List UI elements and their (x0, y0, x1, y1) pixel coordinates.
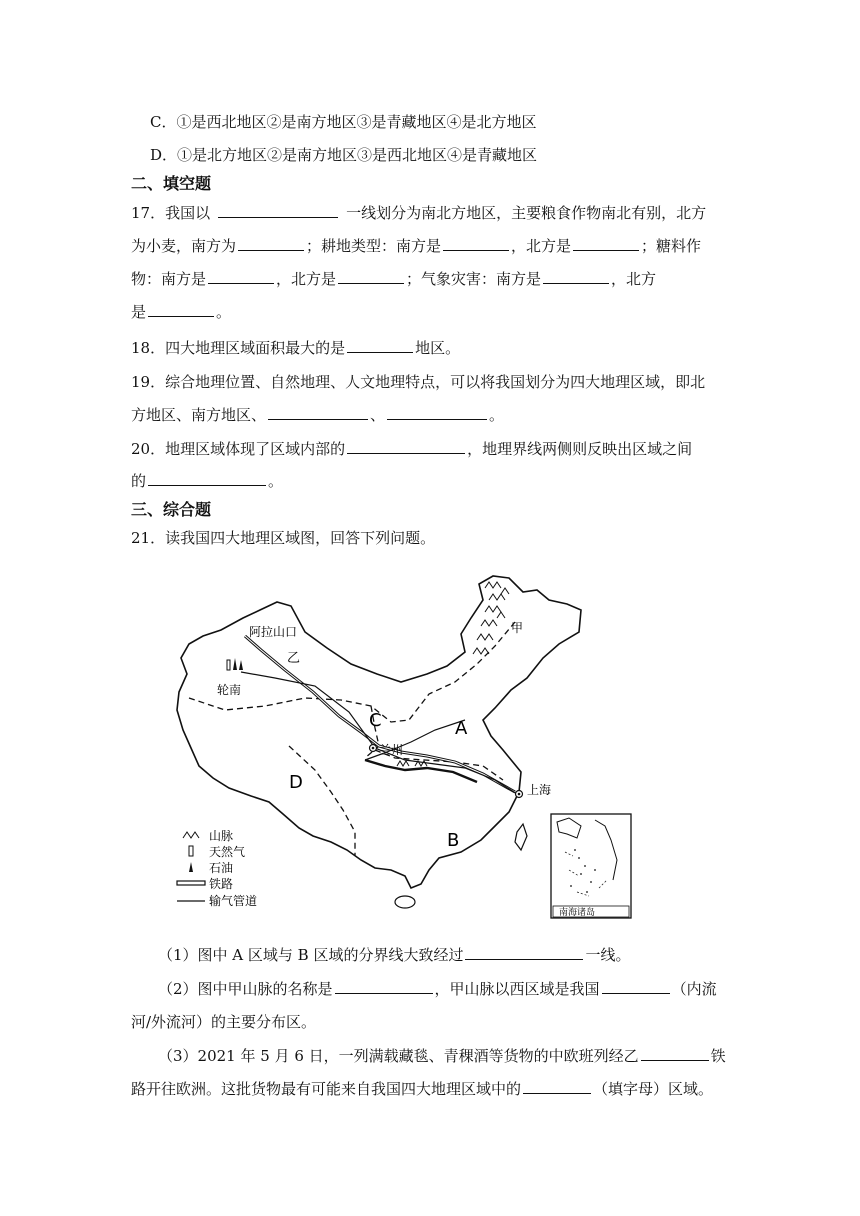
map-legend (177, 829, 257, 908)
question-21-stem: 21．读我国四大地理区域图，回答下列问题。 (131, 529, 436, 547)
section-heading-comprehensive: 三、综合题 (131, 500, 212, 519)
label-lunnan: 轮南 (217, 683, 242, 697)
blank[interactable] (543, 267, 609, 284)
option-c: C．①是西北地区②是南方地区③是青藏地区④是北方地区 (150, 113, 537, 131)
blank[interactable] (208, 267, 274, 284)
blank[interactable] (238, 234, 304, 251)
blank[interactable] (268, 403, 368, 420)
label-shanghai: 上海 (527, 783, 552, 797)
blank[interactable] (443, 234, 509, 251)
question-17-line-2: 为小麦，南方为 ；耕地类型：南方是 ，北方是 ；糖料作 (131, 234, 701, 258)
question-21-sub-3-line-2: 路开往欧洲。这批货物最有可能来自我国四大地理区域中的 （填字母）区域。 (131, 1077, 713, 1101)
blank[interactable] (335, 977, 433, 994)
region-label-b: B (447, 830, 460, 851)
blank[interactable] (573, 234, 639, 251)
question-20-line-1: 20．地理区域体现了区域内部的 ，地理界线两侧则反映出区域之间 (131, 437, 692, 461)
legend-oil-label: 石油 (209, 861, 234, 875)
label-lanzhou: 兰州 (379, 743, 404, 757)
inset-label: 南海诸岛 (559, 908, 596, 918)
legend-oil-icon (189, 862, 193, 872)
region-label-c: C (369, 710, 382, 731)
hainan-island (395, 896, 415, 908)
legend-mountain-icon (183, 832, 199, 838)
question-21-sub-2-line-2: 河/外流河）的主要分布区。 (131, 1013, 317, 1031)
question-21-sub-1: （1）图中 A 区域与 B 区域的分界线大致经过 一线。 (158, 943, 631, 967)
blank[interactable] (602, 977, 670, 994)
blank[interactable] (641, 1044, 709, 1061)
question-21-sub-2-line-1: （2）图中甲山脉的名称是 ，甲山脉以西区域是我国 （内流 (158, 977, 717, 1001)
question-20-line-2: 的 。 (131, 469, 283, 493)
question-21-sub-3-line-1: （3）2021 年 5 月 6 日，一列满载藏毯、青稞酒等货物的中欧班列经乙 铁 (158, 1044, 726, 1068)
blank[interactable] (148, 300, 214, 317)
mountain-icons-jia (473, 582, 509, 654)
label-yi: 乙 (287, 651, 301, 666)
region-label-d: D (289, 772, 303, 793)
blank[interactable] (347, 437, 465, 454)
legend-mountain-label: 山脉 (209, 829, 234, 843)
blank[interactable] (465, 943, 583, 960)
gas-oil-icons (227, 658, 243, 670)
blank[interactable] (148, 469, 266, 486)
region-boundaries (189, 622, 515, 856)
question-17-line-3: 物：南方是 ，北方是 ；气象灾害：南方是 ，北方 (131, 267, 656, 291)
blank[interactable] (387, 403, 487, 420)
section-heading-fill-blank: 二、填空题 (131, 174, 212, 193)
legend-railway-icon (177, 881, 205, 885)
legend-pipeline-label: 输气管道 (209, 894, 258, 908)
taiwan-island (515, 824, 527, 850)
south-china-sea-inset (551, 814, 631, 918)
label-jia: 甲 (511, 621, 524, 635)
question-18: 18．四大地理区域面积最大的是 地区。 (131, 336, 460, 360)
blank[interactable] (347, 336, 413, 353)
legend-gas-icon (189, 846, 193, 856)
question-17-line-1: 17．我国以 一线划分为南北方地区，主要粮食作物南北有别，北方 (131, 201, 706, 225)
question-19-line-2: 方地区、南方地区、 、 。 (131, 403, 504, 427)
blank[interactable] (218, 201, 338, 218)
blank[interactable] (523, 1077, 591, 1094)
gas-pipeline (241, 672, 517, 794)
china-regions-map (165, 570, 635, 920)
question-19-line-1: 19．综合地理位置、自然地理、人文地理特点，可以将我国划分为四大地理区域，即北 (131, 373, 706, 391)
option-d: D．①是北方地区②是南方地区③是西北地区④是青藏地区 (150, 146, 538, 164)
region-label-a: A (455, 718, 468, 739)
legend-railway-label: 铁路 (209, 877, 234, 891)
blank[interactable] (338, 267, 404, 284)
question-17-line-4: 是 。 (131, 300, 231, 324)
label-alashankou: 阿拉山口 (249, 625, 298, 639)
legend-gas-label: 天然气 (209, 845, 246, 859)
